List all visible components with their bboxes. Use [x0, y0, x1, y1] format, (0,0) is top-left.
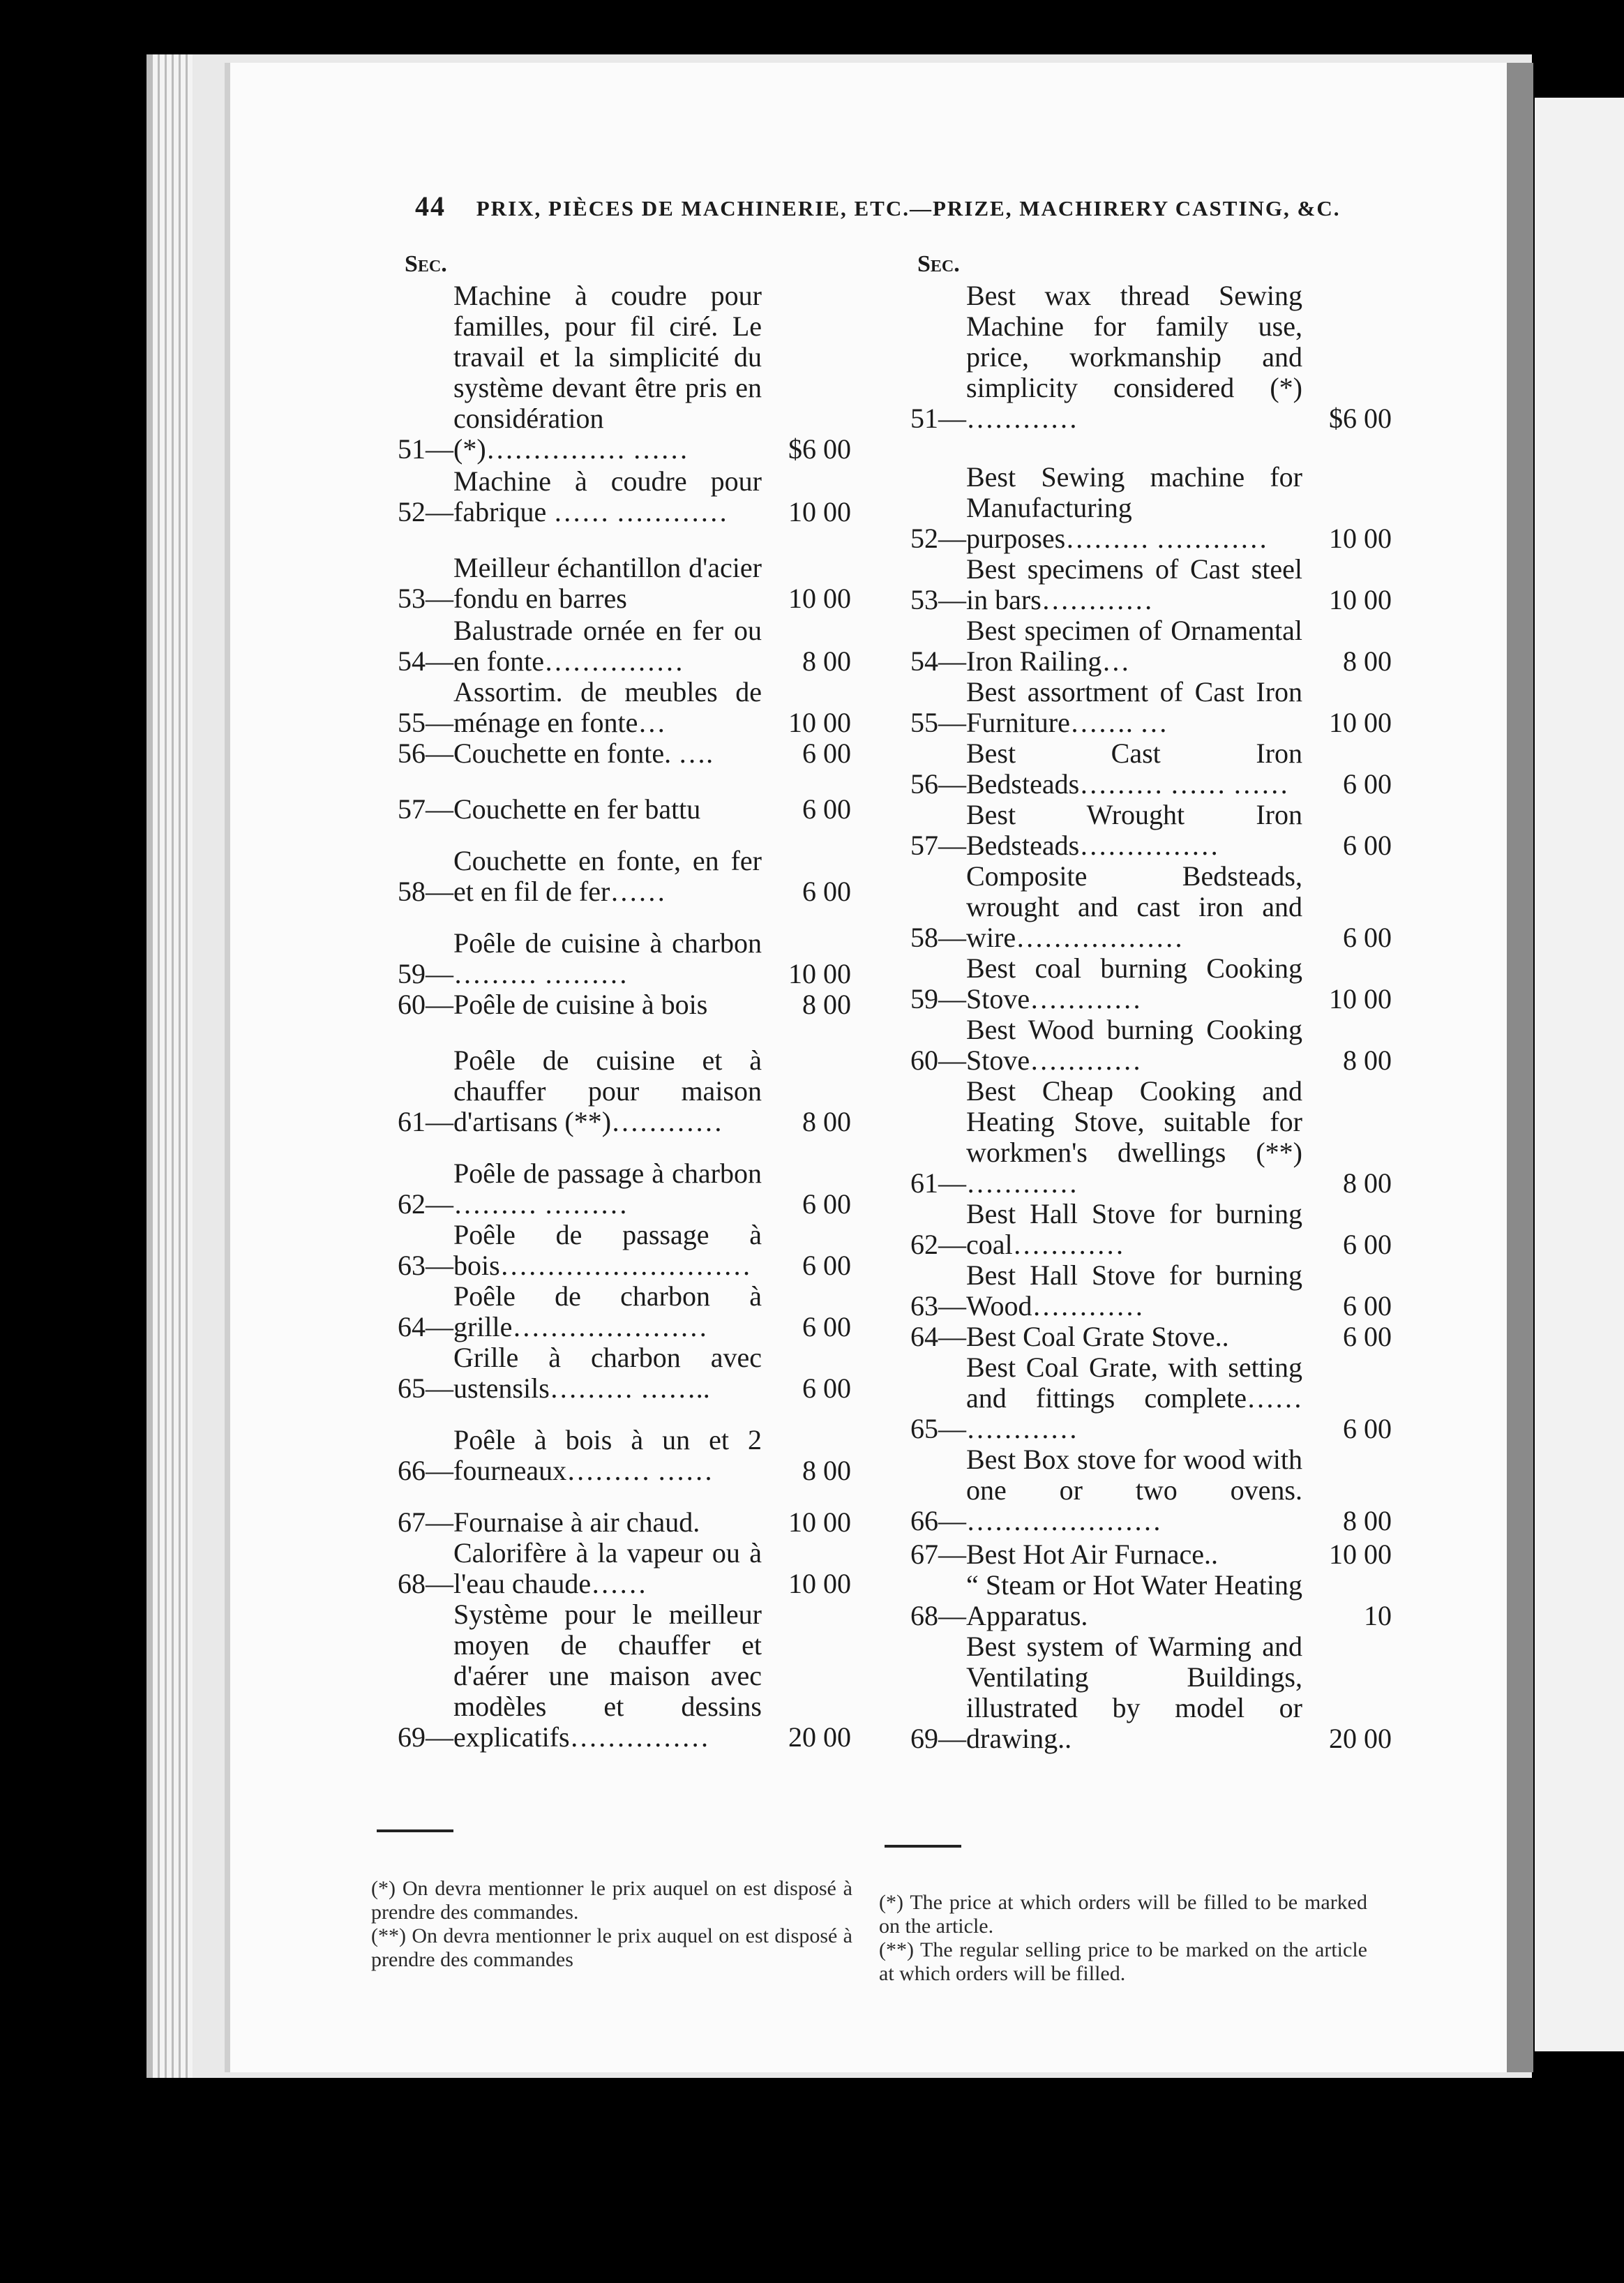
prize-amount: 8 00: [802, 1455, 851, 1486]
french-prize-item: [398, 1045, 851, 1137]
section-number: 55—: [910, 707, 966, 738]
prize-description: Best specimen of Ornamental Iron Railing…: [966, 615, 1302, 677]
prize-amount: 6 00: [1343, 1413, 1392, 1444]
prize-amount: 6 00: [1343, 922, 1392, 953]
french-prize-item: [398, 1158, 851, 1220]
prize-amount: 8 00: [1343, 1045, 1392, 1076]
section-number: 61—: [398, 1106, 453, 1137]
english-prize-item: [910, 554, 1392, 615]
french-prize-item: [398, 1281, 851, 1342]
prize-amount: 6 00: [802, 1372, 851, 1404]
section-number: 67—: [398, 1506, 453, 1538]
french-prize-list: [398, 280, 851, 1753]
prize-amount: 6 00: [802, 1250, 851, 1281]
prize-description: “ Steam or Hot Water Heating Apparatus.: [966, 1569, 1302, 1631]
french-prize-item: [398, 738, 851, 769]
section-number: 64—: [910, 1321, 966, 1352]
english-prize-item: [910, 1570, 1392, 1631]
prize-description: Poêle de charbon à grille…………………: [453, 1280, 762, 1342]
prize-description: Poêle de passage à bois………………………: [453, 1219, 762, 1281]
facing-page-edge: [1535, 98, 1624, 2051]
french-footnotes: [371, 1877, 852, 1972]
prize-description: Best Hall Stove for burning Wood…………: [966, 1259, 1302, 1322]
french-prize-item: [398, 846, 851, 907]
prize-description: Machine à coudre pour familles, pour fil ciré. Le travail et la simplicité du système devant être pris en considération (*)…………… ……: [453, 280, 762, 465]
french-prize-item: [398, 1425, 851, 1486]
french-column: [398, 251, 851, 1753]
prize-amount: 6 00: [802, 793, 851, 825]
section-number: 55—: [398, 707, 453, 738]
english-prize-item: [910, 953, 1392, 1015]
prize-description: Best Box stove for wood with one or two ovens. …………………: [966, 1444, 1302, 1536]
prize-amount: $6 00: [1329, 403, 1392, 434]
prize-description: Couchette en fonte, en fer et en fil de fer……: [453, 845, 762, 907]
english-prize-item: [910, 1015, 1392, 1076]
prize-description: Poêle de passage à charbon ……… ………: [453, 1158, 762, 1220]
page-number: 44: [415, 190, 446, 222]
french-prize-item: [398, 1342, 851, 1404]
section-number: 58—: [910, 922, 966, 953]
prize-description: Machine à coudre pour fabrique …… …………: [453, 465, 762, 527]
section-number: 60—: [910, 1045, 966, 1076]
prize-amount: 10 00: [788, 496, 851, 527]
prize-amount: 6 00: [1343, 830, 1392, 861]
french-footnote-2: (**) On devra mentionner le prix auquel on est disposé à prendre des commandes: [371, 1924, 852, 1971]
prize-description: Couchette en fer battu: [453, 793, 701, 825]
running-title: PRIX, PIÈCES DE MACHINERIE, ETC.—PRIZE, MACHIRERY CASTING, &C.: [476, 196, 1341, 220]
section-number: 57—: [398, 793, 453, 825]
section-number: 67—: [910, 1539, 966, 1570]
french-section-label: Sec.: [405, 251, 447, 277]
prize-amount: 20 00: [1329, 1723, 1392, 1754]
prize-amount: 10: [1364, 1600, 1392, 1631]
english-footnote-2: (**) The regular selling price to be marked on the article at which orders will be filled.: [879, 1938, 1367, 1985]
prize-amount: 10 00: [788, 1506, 851, 1538]
french-prize-item: [398, 280, 851, 465]
prize-description: Best Hot Air Furnace..: [966, 1539, 1219, 1570]
prize-description: Balustrade ornée en fer ou en fonte……………: [453, 615, 762, 677]
prize-description: Assortim. de meubles de ménage en fonte…: [453, 676, 762, 738]
section-number: 56—: [910, 768, 966, 800]
section-number: 54—: [398, 645, 453, 677]
section-number: 66—: [910, 1505, 966, 1536]
prize-amount: 6 00: [802, 1188, 851, 1220]
prize-amount: 6 00: [802, 1311, 851, 1342]
prize-amount: 10 00: [788, 958, 851, 989]
prize-description: Best Wood burning Cooking Stove…………: [966, 1014, 1302, 1076]
section-number: 69—: [910, 1723, 966, 1754]
english-footnotes: [879, 1891, 1367, 1986]
prize-description: Poêle à bois à un et 2 fourneaux……… ……: [453, 1424, 762, 1486]
prize-description: Composite Bedsteads, wrought and cast iron and wire………………: [966, 860, 1302, 953]
section-number: 54—: [910, 645, 966, 677]
prize-amount: 6 00: [1343, 1290, 1392, 1322]
section-number: 63—: [910, 1290, 966, 1322]
section-number: 61—: [910, 1167, 966, 1199]
english-prize-item: [910, 1539, 1392, 1570]
english-prize-item: [910, 1631, 1392, 1754]
french-footnote-rule: [377, 1829, 453, 1832]
english-prize-item: [910, 1444, 1392, 1536]
english-prize-item: [910, 1199, 1392, 1260]
english-prize-item: [910, 1352, 1392, 1444]
english-prize-item: [910, 462, 1392, 554]
section-number: 58—: [398, 876, 453, 907]
prize-description: Fournaise à air chaud.: [453, 1506, 700, 1538]
prize-description: Best Cast Iron Bedsteads……… …… ……: [966, 738, 1302, 800]
french-prize-item: [398, 553, 851, 614]
prize-amount: 10 00: [788, 1568, 851, 1599]
prize-amount: 10 00: [1329, 584, 1392, 615]
prize-description: Grille à charbon avec ustensils……… ……..: [453, 1342, 762, 1404]
prize-amount: 8 00: [802, 645, 851, 677]
prize-description: Best assortment of Cast Iron Furniture……. …: [966, 676, 1302, 738]
english-footnote-1: (*) The price at which orders will be filled to be marked on the article.: [879, 1891, 1367, 1938]
prize-amount: 8 00: [1343, 645, 1392, 677]
section-number: 64—: [398, 1311, 453, 1342]
prize-description: Best Cheap Cooking and Heating Stove, suitable for workmen's dwellings (**) …………: [966, 1075, 1302, 1199]
section-number: 52—: [398, 496, 453, 527]
prize-description: Poêle de cuisine à charbon ……… ………: [453, 927, 762, 989]
prize-amount: 10 00: [788, 583, 851, 614]
prize-amount: 6 00: [1343, 1321, 1392, 1352]
section-number: 62—: [910, 1229, 966, 1260]
english-prize-item: [910, 1260, 1392, 1322]
french-prize-item: [398, 1538, 851, 1599]
french-prize-item: [398, 677, 851, 738]
section-number: 66—: [398, 1455, 453, 1486]
prize-description: Best Coal Grate, with setting and fittings complete…… …………: [966, 1352, 1302, 1444]
english-prize-item: [910, 677, 1392, 738]
prize-description: Best Sewing machine for Manufacturing purposes……… …………: [966, 461, 1302, 554]
english-section-label: Sec.: [917, 251, 960, 277]
section-number: 57—: [910, 830, 966, 861]
prize-amount: 6 00: [1343, 1229, 1392, 1260]
french-prize-item: [398, 1220, 851, 1281]
prize-description: Best Coal Grate Stove..: [966, 1321, 1229, 1352]
prize-amount: 8 00: [1343, 1505, 1392, 1536]
stacked-page-edges: [151, 54, 193, 2078]
english-prize-item: [910, 615, 1392, 677]
prize-amount: 6 00: [802, 738, 851, 769]
prize-amount: 10 00: [788, 707, 851, 738]
prize-description: Best Hall Stove for burning coal…………: [966, 1198, 1302, 1260]
french-prize-item: [398, 928, 851, 989]
section-number: 63—: [398, 1250, 453, 1281]
prize-amount: 6 00: [1343, 768, 1392, 800]
english-prize-list: [910, 280, 1392, 1754]
prize-description: Système pour le meilleur moyen de chauffer et d'aérer une maison avec modèles et dessins explicatifs……………: [453, 1599, 762, 1753]
section-number: 68—: [910, 1600, 966, 1631]
prize-description: Calorifère à la vapeur ou à l'eau chaude……: [453, 1537, 762, 1599]
french-prize-item: [398, 989, 851, 1020]
french-prize-item: [398, 1507, 851, 1538]
prize-amount: 10 00: [1329, 983, 1392, 1015]
english-footnote-rule: [885, 1845, 961, 1848]
english-prize-item: [910, 800, 1392, 861]
prize-description: Meilleur échantillon d'acier fondu en barres: [453, 552, 762, 614]
section-number: 62—: [398, 1188, 453, 1220]
prize-description: Best Wrought Iron Bedsteads……………: [966, 799, 1302, 861]
section-number: 52—: [910, 523, 966, 554]
section-number: 68—: [398, 1568, 453, 1599]
prize-description: Couchette en fonte. ….: [453, 738, 714, 769]
prize-amount: 8 00: [802, 989, 851, 1020]
prize-description: Poêle de cuisine et à chauffer pour maison d'artisans (**)…………: [453, 1045, 762, 1137]
section-number: 53—: [398, 583, 453, 614]
section-number: 51—: [910, 403, 966, 434]
prize-amount: 8 00: [1343, 1167, 1392, 1199]
prize-description: Best wax thread Sewing Machine for family use, price, workmanship and simplicity considered (*) …………: [966, 280, 1302, 434]
english-prize-item: [910, 861, 1392, 953]
running-header: [415, 190, 1406, 223]
english-prize-item: [910, 280, 1392, 434]
english-prize-item: [910, 738, 1392, 800]
prize-amount: 8 00: [802, 1106, 851, 1137]
section-number: 59—: [910, 983, 966, 1015]
prize-description: Poêle de cuisine à bois: [453, 989, 708, 1020]
french-prize-item: [398, 794, 851, 825]
prize-amount: 10 00: [1329, 707, 1392, 738]
section-number: 51—: [398, 433, 453, 465]
french-prize-item: [398, 615, 851, 677]
section-number: 65—: [910, 1413, 966, 1444]
french-prize-item: [398, 1599, 851, 1753]
english-prize-item: [910, 1322, 1392, 1352]
french-footnote-1: (*) On devra mentionner le prix auquel on est disposé à prendre des commandes.: [371, 1877, 852, 1924]
section-number: 59—: [398, 958, 453, 989]
section-number: 60—: [398, 989, 453, 1020]
french-prize-item: [398, 466, 851, 527]
prize-description: Best system of Warming and Ventilating Buildings, illustrated by model or drawing..: [966, 1631, 1302, 1754]
prize-amount: 10 00: [1329, 1539, 1392, 1570]
section-number: 56—: [398, 738, 453, 769]
english-prize-item: [910, 1076, 1392, 1199]
prize-amount: $6 00: [788, 433, 851, 465]
english-column: [910, 251, 1392, 1754]
prize-description: Best specimens of Cast steel in bars…………: [966, 553, 1302, 615]
prize-amount: 20 00: [788, 1721, 851, 1753]
prize-amount: 10 00: [1329, 523, 1392, 554]
section-number: 65—: [398, 1372, 453, 1404]
section-number: 53—: [910, 584, 966, 615]
section-number: 69—: [398, 1721, 453, 1753]
prize-amount: 6 00: [802, 876, 851, 907]
prize-description: Best coal burning Cooking Stove…………: [966, 952, 1302, 1015]
